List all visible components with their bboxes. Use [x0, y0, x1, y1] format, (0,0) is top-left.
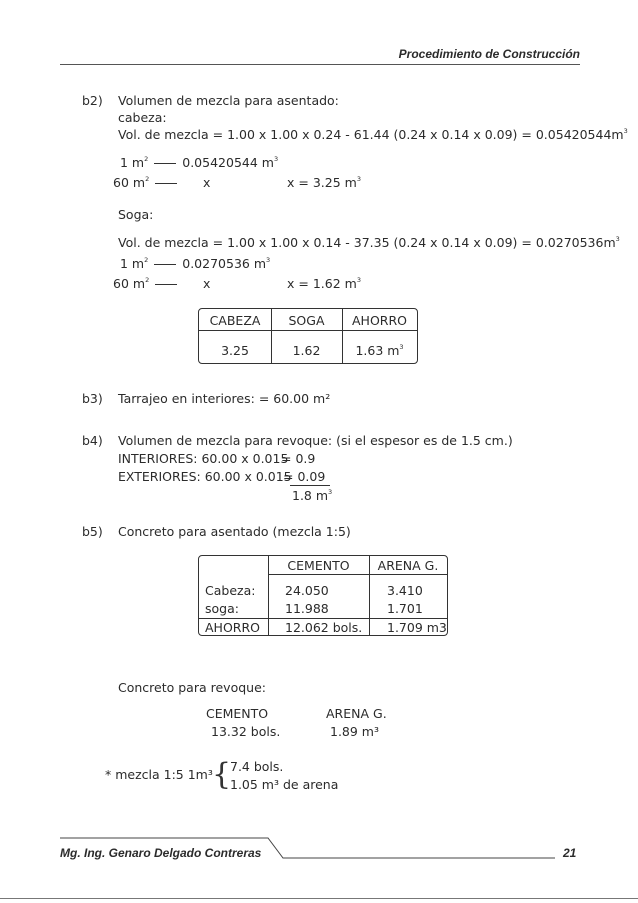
- b5-header-cemento: CEMENTO: [287, 558, 350, 573]
- cabeza-formula: Vol. de mezcla = 1.00 x 1.00 x 0.24 - 61.44 (0.24 x 0.14 x $0.09) = 0.05420544m^3$: [118, 127, 628, 142]
- table-divider: [199, 330, 417, 331]
- cabeza-rule-row1: 1 $m^2$ 0.05420544 $m^3$: [120, 155, 279, 170]
- note-mezcla: * mezcla 1:5 1m³: [105, 767, 213, 782]
- b4-exteriores: EXTERIORES: 60.00 x 0.015: [118, 469, 292, 484]
- b4-title: Volumen de mezcla para revoque: (si el espesor es de 1.5 cm.): [118, 433, 513, 448]
- soga-rule-row1: 1 $m^2$ 0.0270536 $m^3$: [120, 256, 271, 271]
- b5-row-label: Cabeza:: [205, 583, 256, 598]
- revoque-header-cemento: CEMENTO: [206, 706, 269, 721]
- b2-title: Volumen de mezcla para asentado:: [118, 93, 339, 108]
- cabeza-rule-x: x: [203, 175, 211, 190]
- table-header-soga: SOGA: [288, 313, 325, 328]
- page-number: 21: [563, 846, 577, 860]
- b5-row-label: soga:: [205, 601, 239, 616]
- revoque-cemento-value: 13.32 bols.: [211, 724, 281, 739]
- table-divider: [199, 618, 447, 619]
- table-cell-cabeza: 3.25: [221, 343, 249, 358]
- b5-title: Concreto para asentado (mezcla 1:5): [118, 524, 351, 539]
- soga-label: Soga:: [118, 207, 154, 222]
- b5-table: [198, 555, 448, 636]
- note-line1: 7.4 bols.: [230, 759, 284, 774]
- note-line2: 1.05 m³ de arena: [230, 777, 339, 792]
- revoque-title: Concreto para revoque:: [118, 680, 266, 695]
- b4-exteriores-result: = 0.09: [283, 469, 326, 484]
- table-header-ahorro: AHORRO: [352, 313, 407, 328]
- b5-label: b5): [82, 524, 103, 539]
- footer-rule: [0, 836, 638, 866]
- table-divider: [268, 574, 447, 575]
- soga-rule-row2: 60 $m^2$: [113, 276, 183, 291]
- table-cell-ahorro: 1.63 $m^3$: [355, 343, 404, 358]
- footer-author: Mg. Ing. Genaro Delgado Contreras: [60, 846, 262, 860]
- page-header-title: Procedimiento de Construcción: [398, 47, 580, 61]
- header-rule: [60, 64, 580, 65]
- b2-summary-table: [198, 308, 418, 364]
- revoque-arena-value: 1.89 m³: [330, 724, 379, 739]
- left-brace-icon: {: [212, 757, 232, 792]
- cabeza-label: cabeza:: [118, 110, 167, 125]
- soga-rule-result: x = 1.62 $m^3$: [287, 276, 361, 291]
- b5-cell-arena: 1.701: [387, 601, 423, 616]
- b5-cell-cemento: 12.062 bols.: [285, 620, 363, 635]
- cabeza-rule-result: x = 3.25 $m^3$: [287, 175, 361, 190]
- table-cell-soga: 1.62: [292, 343, 321, 358]
- soga-rule-x: x: [203, 276, 211, 291]
- b5-cell-arena: 3.410: [387, 583, 423, 598]
- b5-header-arena: ARENA G.: [377, 558, 439, 573]
- b3-text: Tarrajeo en interiores: = 60.00 m²: [118, 391, 331, 406]
- b4-interiores: INTERIORES: 60.00 x 0.015: [118, 451, 289, 466]
- b5-cell-arena: 1.709 m3: [387, 620, 447, 635]
- table-header-cabeza: CABEZA: [209, 313, 261, 328]
- b4-total: 1.8 $m^3$: [292, 488, 333, 503]
- soga-formula: Vol. de mezcla = 1.00 x 1.00 x 0.14 - 37.35 (0.24 x 0.14 x $0.09) = 0.0270536m^3$: [118, 235, 620, 250]
- b5-cell-cemento: 11.988: [285, 601, 329, 616]
- b3-label: b3): [82, 391, 103, 406]
- b5-row-label: AHORRO: [205, 620, 260, 635]
- revoque-header-arena: ARENA G.: [326, 706, 387, 721]
- page-bottom-rule: [0, 898, 638, 899]
- cabeza-rule-row2: 60 $m^2$: [113, 175, 183, 190]
- b2-label: b2): [82, 93, 103, 108]
- b4-label: b4): [82, 433, 103, 448]
- b5-cell-cemento: 24.050: [285, 583, 329, 598]
- b4-sum-rule: [290, 485, 330, 486]
- b4-interiores-result: = 0.9: [281, 451, 316, 466]
